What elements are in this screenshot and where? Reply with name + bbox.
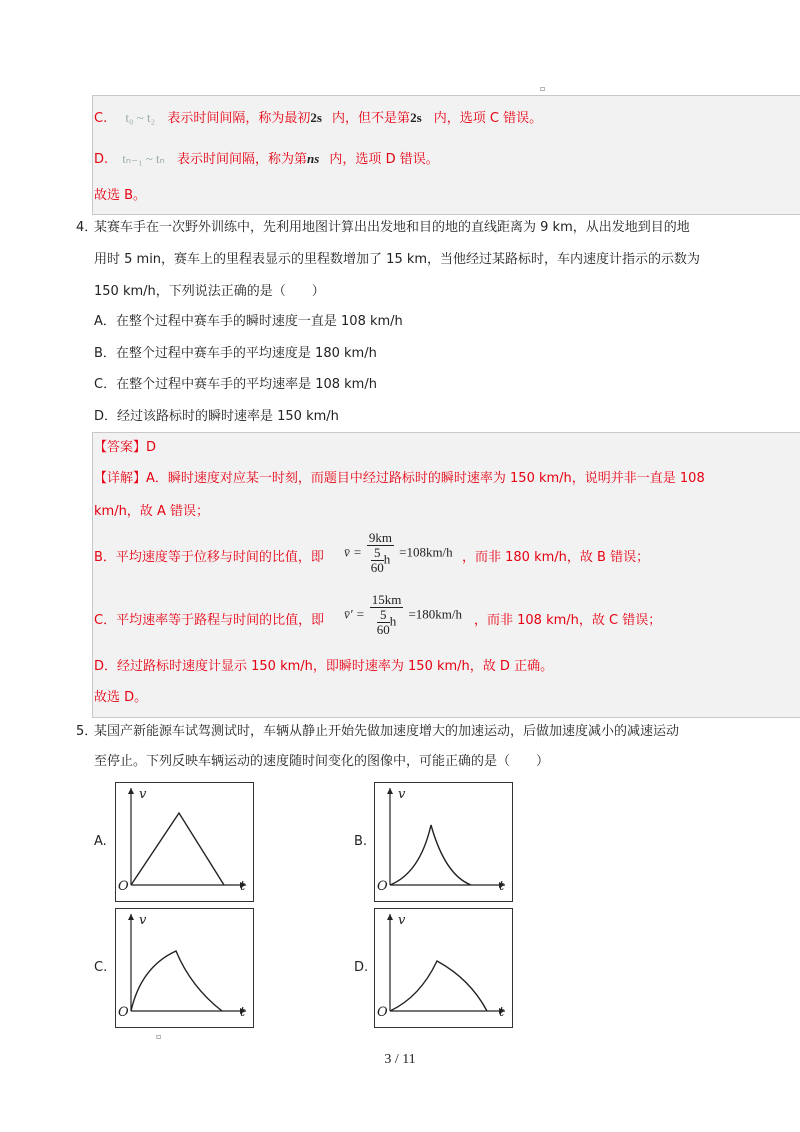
conclusion-text: 故选 B。 xyxy=(94,188,147,203)
anchor-mark: ▫ xyxy=(540,84,546,93)
origin-label: O xyxy=(118,1005,129,1020)
origin-label: O xyxy=(118,879,129,894)
formula-average-speed: v̄′ = 15km $\frac{5}{60}$ h =180km/h xyxy=(344,592,463,637)
t-axis-label: t xyxy=(240,879,246,894)
graph-a-plot xyxy=(116,783,253,901)
graph-a-curve xyxy=(131,813,224,885)
question-text: 用时 5 min，赛车上的里程表显示的里程数增加了 15 km，当他经过某路标时，车内速度计指示的示数为 xyxy=(94,252,701,267)
graph-d xyxy=(374,908,513,1028)
option-d: D．经过该路标时的瞬时速率是 150 km/h xyxy=(94,409,339,424)
answer-label: 【答案】D xyxy=(94,440,157,455)
explanation-d: D．经过路标时速度计显示 150 km/h，即瞬时速率为 150 km/h，故 D 正确。 xyxy=(94,659,554,674)
graph-d-label: D. xyxy=(354,960,369,975)
graph-b-plot xyxy=(375,783,512,901)
explanation-line: km/h，故 A 错误； xyxy=(94,504,209,519)
conclusion-text: 故选 D。 xyxy=(94,690,148,705)
explanation-c-suffix: ，而非 108 km/h，故 C 错误； xyxy=(474,613,662,628)
anchor-mark: ▫ xyxy=(156,1032,162,1041)
graph-b-label: B. xyxy=(354,834,368,849)
graph-c-plot xyxy=(116,909,253,1027)
page-number: 3 / 11 xyxy=(384,1052,416,1067)
graph-c-label: C. xyxy=(94,960,108,975)
option-c-explanation: C. t₀ ~ t₂ 表示时间间隔，称为最初2s 内，但不是第2s 内，选项 C 错误。 xyxy=(94,110,543,126)
explanation-b: B．平均速度等于位移与时间的比值，即 xyxy=(94,550,324,565)
v-axis-label: v xyxy=(139,913,147,928)
graph-c-curve xyxy=(131,951,222,1011)
graph-a xyxy=(115,782,254,902)
explanation-c: C．平均速率等于路程与时间的比值，即 xyxy=(94,613,325,628)
graph-d-plot xyxy=(375,909,512,1027)
v-axis-label: v xyxy=(139,787,147,802)
option-a: A．在整个过程中赛车手的瞬时速度一直是 108 km/h xyxy=(94,314,403,329)
option-d-explanation: D. tₙ₋₁ ~ tₙ 表示时间间隔，称为第ns 内，选项 D 错误。 xyxy=(94,151,439,167)
question-number: 4． xyxy=(76,220,98,235)
v-axis-label: v xyxy=(398,913,406,928)
t-axis-label: t xyxy=(499,879,505,894)
graph-a-label: A. xyxy=(94,834,107,849)
option-b: B．在整个过程中赛车手的平均速度是 180 km/h xyxy=(94,346,377,361)
origin-label: O xyxy=(377,1005,388,1020)
explanation-line: 【详解】A．瞬时速度对应某一时刻，而题目中经过路标时的瞬时速率为 150 km/h，说明并非一直是 108 xyxy=(94,471,705,486)
question-text: 某国产新能源车试驾测试时，车辆从静止开始先做加速度增大的加速运动，后做加速度减小的减速运动 xyxy=(94,724,680,739)
graph-d-curve xyxy=(390,961,487,1011)
origin-label: O xyxy=(377,879,388,894)
graph-b xyxy=(374,782,513,902)
question-number: 5． xyxy=(76,724,98,739)
graph-b-curve xyxy=(390,825,471,885)
question-text: 至停止。下列反映车辆运动的速度随时间变化的图像中，可能正确的是（ ） xyxy=(94,754,550,769)
formula-average-velocity: v̄ = 9km $\frac{5}{60}$ h =108km/h xyxy=(344,530,453,575)
t-axis-label: t xyxy=(240,1005,246,1020)
graph-c xyxy=(115,908,254,1028)
t-axis-label: t xyxy=(499,1005,505,1020)
question-text: 150 km/h，下列说法正确的是（ ） xyxy=(94,284,325,299)
question-text: 某赛车手在一次野外训练中，先利用地图计算出出发地和目的地的直线距离为 9 km，从出发地到目的地 xyxy=(94,220,690,235)
v-axis-label: v xyxy=(398,787,406,802)
option-c: C．在整个过程中赛车手的平均速率是 108 km/h xyxy=(94,377,377,392)
explanation-b-suffix: ，而非 180 km/h，故 B 错误； xyxy=(462,550,650,565)
